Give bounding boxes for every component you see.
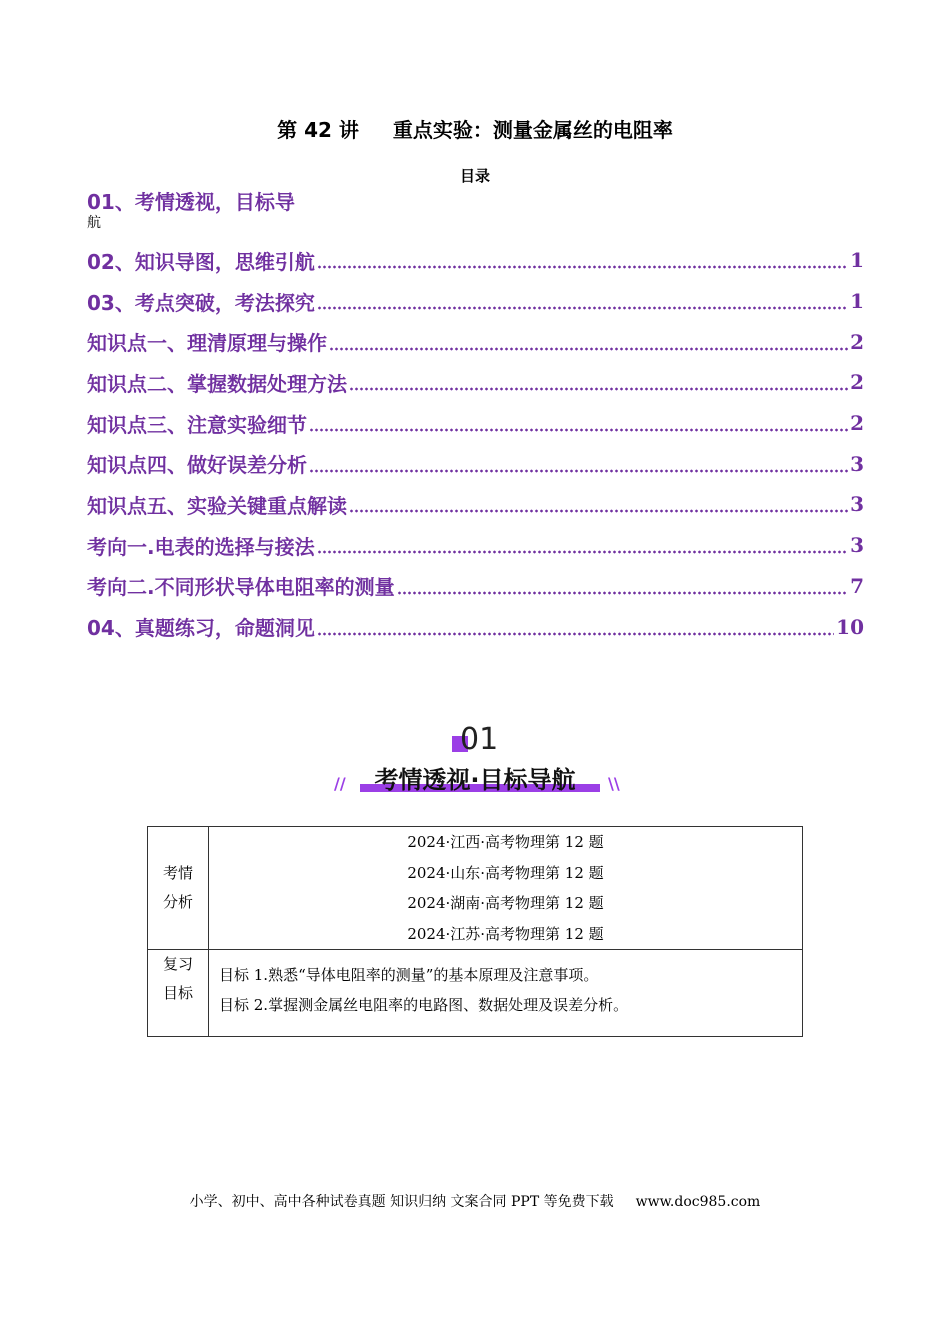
toc-entry-label: 知识点四、做好误差分析 <box>87 453 307 478</box>
toc-entry-page: 3 <box>850 492 864 517</box>
toc-entry-page: 10 <box>836 614 864 639</box>
toc-entry[interactable] <box>87 443 864 484</box>
exam-item: 2024·江苏·高考物理第 12 题 <box>407 924 604 943</box>
toc-list <box>87 240 864 647</box>
toc-entry-label: 考向一.电表的选择与接法 <box>87 534 315 559</box>
toc-leader <box>397 577 848 595</box>
toc-entry-page: 1 <box>850 289 864 314</box>
toc-link-01-continued[interactable]: 航 <box>87 215 101 231</box>
toc-entry-label: 知识点三、注意实验细节 <box>87 412 307 437</box>
toc-heading: 目录 <box>459 167 490 185</box>
toc-entry-page: 7 <box>850 573 864 598</box>
toc-entry-page: 2 <box>850 411 864 436</box>
category-label: 分析 <box>162 893 193 911</box>
title-prefix: 第 42 讲 <box>277 118 359 142</box>
category-label: 目标 <box>162 984 193 1002</box>
toc-entry-page: 2 <box>850 370 864 395</box>
toc-entry-label: 03、考点突破，考法探究 <box>87 290 315 315</box>
toc-entry-page: 2 <box>850 329 864 354</box>
toc-leader <box>309 414 848 432</box>
toc-leader <box>349 373 848 391</box>
toc-entry[interactable] <box>87 606 864 647</box>
exam-item: 2024·湖南·高考物理第 12 题 <box>407 894 604 912</box>
title-main: 重点实验：测量金属丝的电阻率 <box>392 118 673 142</box>
goal-item: 目标 2.掌握测金属丝电阻率的电路图、数据处理及误差分析。 <box>219 996 629 1014</box>
toc-entry-page: 3 <box>850 451 864 476</box>
toc-entry[interactable] <box>87 525 864 566</box>
toc-entry[interactable] <box>87 321 864 362</box>
exam-item: 2024·山东·高考物理第 12 题 <box>407 863 604 882</box>
footer-text: 小学、初中、高中各种试卷真题 知识归纳 文案合同 PPT 等免费下载 <box>189 1194 614 1210</box>
toc-entry-label: 考向二.不同形状导体电阻率的测量 <box>87 575 395 600</box>
page-footer <box>0 1191 950 1211</box>
table-row <box>148 950 803 1037</box>
toc-leader <box>349 495 848 513</box>
table-category-cell <box>148 827 209 950</box>
toc-leader <box>329 333 848 351</box>
toc-link-01[interactable]: 01、考情透视，目标导 <box>87 190 295 214</box>
toc-entry-label: 02、知识导图，思维引航 <box>87 249 315 274</box>
banner-right-slash: \\ <box>608 774 620 793</box>
goal-item: 目标 1.熟悉“导体电阻率的测量”的基本原理及注意事项。 <box>219 966 599 984</box>
toc-entry[interactable] <box>87 403 864 444</box>
exam-list-cell <box>209 827 803 950</box>
toc-entry-label: 04、真题练习，命题洞见 <box>87 616 315 641</box>
toc-leader <box>317 251 848 269</box>
toc-entry[interactable] <box>87 281 864 322</box>
goals-cell <box>209 950 803 1037</box>
toc-entry[interactable] <box>87 566 864 607</box>
toc-entry-page: 3 <box>850 533 864 558</box>
exam-item: 2024·江西·高考物理第 12 题 <box>407 833 604 851</box>
exam-info-table <box>147 826 803 1037</box>
banner-number: 01 <box>460 722 499 757</box>
toc-leader <box>317 536 848 554</box>
footer-url[interactable]: www.doc985.com <box>635 1194 761 1210</box>
toc-entry[interactable] <box>87 362 864 403</box>
toc-leader <box>317 618 834 636</box>
banner-left-slash: // <box>334 774 346 793</box>
table-row <box>148 827 803 950</box>
toc-leader <box>309 455 848 473</box>
toc-entry-page: 1 <box>850 248 864 273</box>
toc-entry[interactable] <box>87 484 864 525</box>
section-banner <box>330 722 620 798</box>
banner-title: 考情透视·目标导航 <box>374 766 576 794</box>
toc-entry-label: 知识点一、理清原理与操作 <box>87 331 327 356</box>
toc-entry-label: 知识点二、掌握数据处理方法 <box>87 371 347 396</box>
toc-leader <box>317 292 848 310</box>
category-label: 复习 <box>162 955 193 973</box>
toc-entry[interactable] <box>87 240 864 281</box>
category-label: 考情 <box>162 864 193 882</box>
table-category-cell <box>148 950 209 1037</box>
toc-entry-label: 知识点五、实验关键重点解读 <box>87 493 347 518</box>
page-title <box>0 114 950 143</box>
